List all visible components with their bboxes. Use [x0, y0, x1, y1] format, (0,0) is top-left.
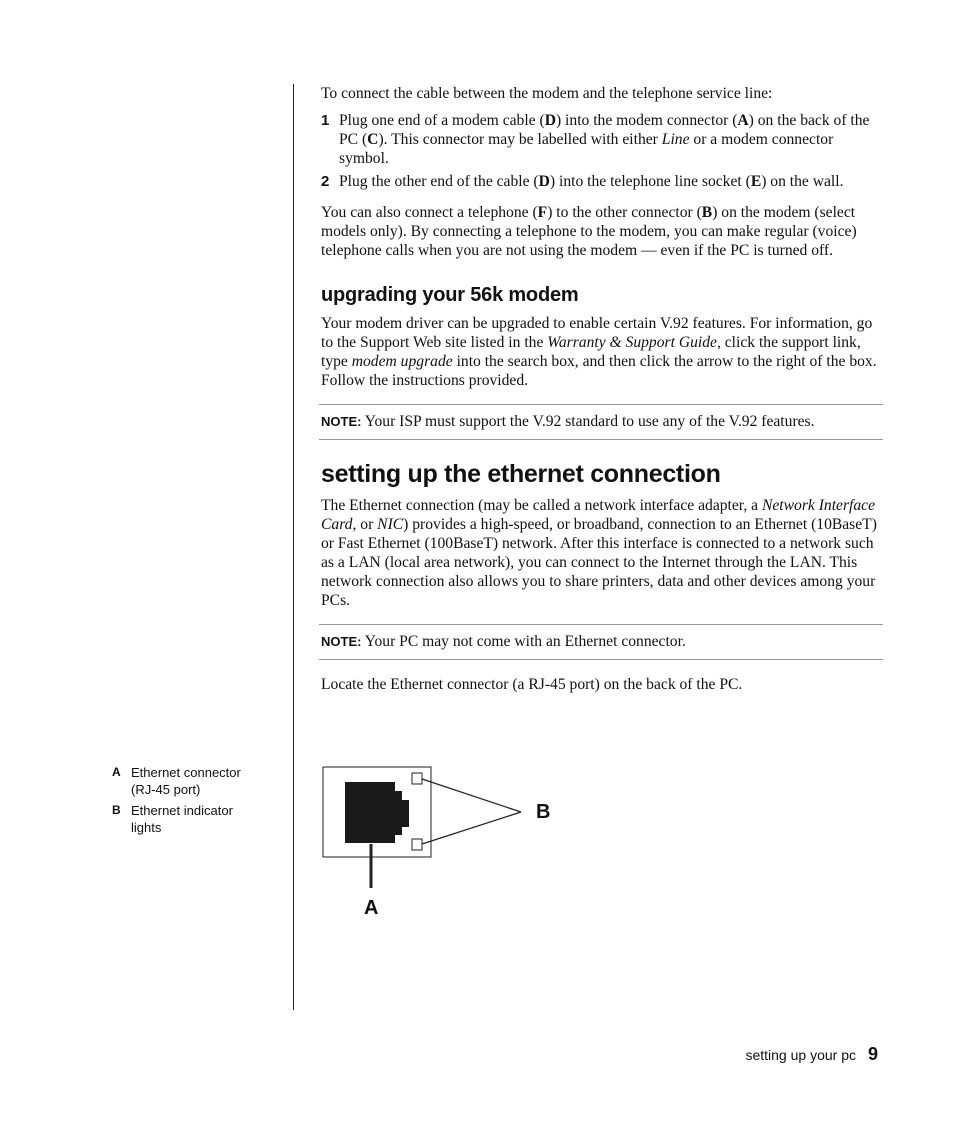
ethernet-paragraph — [321, 496, 881, 610]
legend-item-a — [112, 764, 262, 798]
note-text: Your ISP must support the V.92 standard to use any of the V.92 features. — [361, 413, 815, 430]
note-text: Your PC may not come with an Ethernet connector. — [361, 633, 686, 650]
note-label: NOTE: — [321, 634, 362, 649]
figure-legend — [112, 764, 262, 840]
para-italic: NIC — [377, 516, 404, 533]
upgrade-heading: upgrading your 56k modem — [321, 284, 579, 306]
step-ref: C — [367, 131, 379, 148]
locate-text: Locate the Ethernet connector (a RJ-45 port) on the back of the PC. — [321, 676, 743, 693]
para-text: The Ethernet connection (may be called a network interface adapter, a — [321, 497, 762, 514]
step-number: 2 — [321, 173, 330, 190]
note-ethernet — [319, 624, 883, 660]
indicator-light-top — [412, 773, 422, 784]
para-text: ) provides a high-speed, or broadband, connection to an Ethernet (10BaseT) or Fast Ethernet (100BaseT) network. After this interface is connected to a network such as a LAN (local area network), you can connect to the Internet through the LAN. This network connection also allows you to share printers, data and other devices among your PCs. — [321, 516, 877, 609]
callout-line-b-bottom — [422, 812, 521, 844]
page-number: 9 — [867, 1044, 878, 1064]
note-label: NOTE: — [321, 414, 362, 429]
ethernet-port-diagram — [318, 760, 558, 925]
para-text: ) on the modem (select models only). By connecting a telephone to the modem, you can make regular (voice) telephone calls when you are not using the modem — even if the PC is turned off. — [321, 204, 857, 259]
step-text: ) into the modem connector ( — [555, 112, 738, 129]
callout-line-b-top — [422, 779, 521, 812]
para-italic: Warranty & Support Guide — [547, 334, 717, 351]
step-ref: E — [750, 173, 762, 190]
telephone-paragraph — [321, 203, 881, 260]
para-text: You can also connect a telephone ( — [321, 204, 538, 221]
step-text: ) on the back of the PC ( — [339, 112, 870, 148]
legend-item-b — [112, 802, 262, 836]
step-ref: D — [544, 112, 556, 129]
para-ref: F — [537, 204, 548, 221]
para-text: into the search box, and then click the arrow to the right of the box. Follow the instructions provided. — [321, 353, 877, 389]
para-text: Your modem driver can be upgraded to enable certain V.92 features. For information, go to the Support Web site listed in the — [321, 315, 873, 351]
legend-text: Ethernet connector (RJ-45 port) — [131, 765, 241, 797]
footer-section: setting up your pc — [745, 1047, 856, 1063]
main-column — [321, 84, 881, 694]
page-footer — [745, 1044, 878, 1065]
step-text: ). This connector may be labelled with either — [378, 131, 662, 148]
legend-key: A — [112, 765, 121, 779]
para-text: , or — [352, 516, 378, 533]
step-italic: Line — [661, 131, 690, 148]
rj45-jack — [345, 782, 409, 843]
indicator-light-bottom — [412, 839, 422, 850]
step-text: Plug the other end of the cable ( — [339, 173, 539, 190]
step-number: 1 — [321, 112, 330, 129]
step-2 — [321, 172, 881, 191]
ethernet-heading: setting up the ethernet connection — [321, 460, 721, 488]
legend-text: Ethernet indicator lights — [131, 803, 233, 835]
upgrade-paragraph — [321, 314, 881, 390]
callout-label-a: A — [364, 897, 379, 919]
para-ref: B — [701, 204, 713, 221]
step-text: Plug one end of a modem cable ( — [339, 112, 545, 129]
step-ref: A — [737, 112, 749, 129]
step-text: ) on the wall. — [761, 173, 844, 190]
note-v92 — [319, 404, 883, 440]
step-text: or a modem connector symbol. — [339, 131, 834, 167]
para-text: ) to the other connector ( — [547, 204, 702, 221]
intro-text: To connect the cable between the modem and the telephone service line: — [321, 85, 773, 102]
step-ref: D — [538, 173, 550, 190]
para-italic: modem upgrade — [351, 353, 453, 370]
step-text: ) into the telephone line socket ( — [549, 173, 751, 190]
column-divider — [293, 84, 294, 1010]
para-text: , click the support link, type — [321, 334, 861, 370]
para-italic: Network Interface Card — [321, 497, 876, 533]
step-1 — [321, 111, 881, 168]
callout-label-b: B — [536, 801, 551, 823]
legend-key: B — [112, 803, 121, 817]
